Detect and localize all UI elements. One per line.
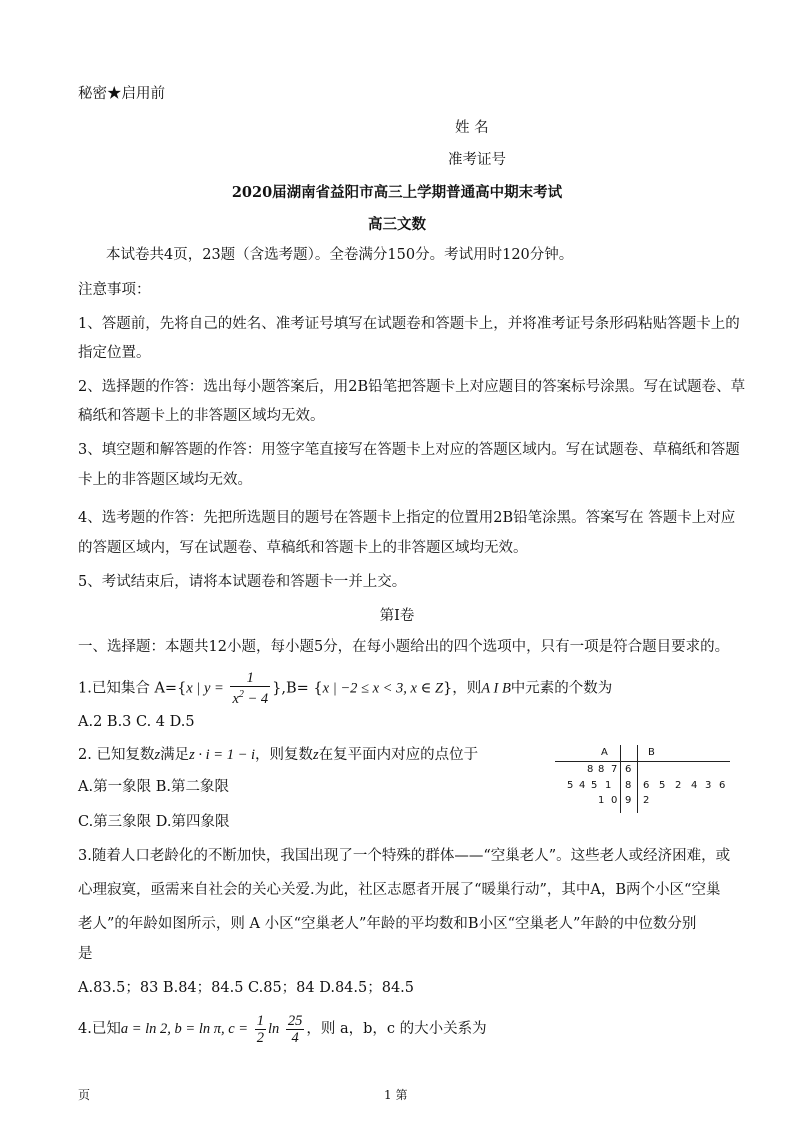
leaf-a: 0 — [611, 795, 618, 806]
q1-fraction-den-exp: 2 — [238, 689, 244, 700]
q2-var: z — [313, 747, 319, 763]
q1-fraction — [230, 670, 270, 707]
q2-options-1: A.第一象限 B.第二象限 — [78, 779, 229, 795]
q1-fraction-den-rest: − 4 — [243, 690, 269, 707]
stem-value: 8 — [625, 780, 632, 791]
stem-value: 9 — [625, 795, 632, 806]
q1-options: A.2 B.3 C. 4 D.5 — [78, 714, 195, 730]
q2-text: 在复平面内对应的点位于 — [318, 747, 479, 763]
leaf-b: 5 — [659, 780, 666, 791]
q4-expression: a = ln 2, b = ln π, c = — [120, 1021, 249, 1037]
q1-fraction-num: 1 — [230, 670, 270, 687]
q1-text: }，则 — [443, 680, 482, 697]
stem-value: 6 — [625, 764, 632, 775]
subject-title: 高三文数 — [368, 216, 426, 233]
q3-line: 是 — [78, 946, 93, 962]
note-line: 5、考试结束后，请将本试题卷和答题卡一并上交。 — [78, 574, 407, 590]
leaf-b: 4 — [691, 780, 698, 791]
q4-text: ，则 a，b，c 的大小关系为 — [306, 1021, 487, 1037]
q4-ln: ln — [267, 1021, 280, 1037]
leaf-b: 6 — [643, 780, 650, 791]
q2-text: 2. 已知复数 — [78, 747, 155, 763]
note-line: 2、选择题的作答：选出每小题答案后，用2B铅笔把答题卡上对应题目的答案标号涂黑。写在试题卷、草 — [78, 379, 746, 395]
leaf-a: 8 — [587, 764, 594, 775]
q1-text: 中元素的个数为 — [510, 680, 613, 697]
leaf-a: 7 — [611, 764, 618, 775]
q1-set-a: x | y = — [186, 680, 224, 697]
stem-leaf-divider-left — [620, 745, 621, 813]
q2-text: ，则复数 — [255, 747, 314, 763]
q2-options-2: C.第三象限 D.第四象限 — [78, 814, 230, 830]
q2-equation: z · i = 1 − i — [189, 747, 256, 763]
leaf-b: 6 — [719, 780, 726, 791]
leaf-a: 5 — [567, 780, 574, 791]
name-label: 姓 名 — [455, 120, 489, 136]
stem-leaf-divider-right — [637, 745, 638, 813]
footer-left: 页 — [78, 1088, 91, 1102]
leaf-a: 8 — [598, 764, 605, 775]
notice-title: 注意事项： — [78, 282, 151, 298]
note-line: 4、选考题的作答：先把所选题目的题号在答题卡上指定的位置用2B铅笔涂黑。答案写在 答题卡上对应 — [78, 510, 736, 526]
q2-text: 满足 — [160, 747, 190, 763]
question-1 — [78, 670, 612, 707]
stem-leaf-head-b: B — [648, 747, 655, 758]
note-line: 卡上的非答题区域均无效。 — [78, 472, 252, 488]
q1-fraction-den-x: x — [232, 690, 239, 707]
stem-leaf-header-line — [555, 761, 730, 762]
q1-set-b: x | −2 ≤ x < 3, x ∈ Z — [322, 680, 444, 697]
secret-label: 秘密★启用前 — [78, 86, 165, 102]
stem-leaf-head-a: A — [601, 747, 608, 758]
q4-text: 4.已知 — [78, 1021, 121, 1037]
note-line: 指定位置。 — [78, 345, 151, 361]
q1-text: 1.已知集合 A={ — [78, 680, 187, 697]
note-line: 稿纸和答题卡上的非答题区域均无效。 — [78, 408, 325, 424]
q3-line: 心理寂寞，亟需来自社会的关心关爱.为此，社区志愿者开展了“暖巢行动”，其中A，B两个小区“空巢 — [78, 882, 721, 898]
leaf-b: 2 — [675, 780, 682, 791]
note-line: 1、答题前，先将自己的姓名、准考证号填写在试题卷和答题卡上，并将准考证号条形码粘贴答题卡上的 — [78, 316, 740, 332]
footer-page: 1 第 — [384, 1088, 408, 1102]
leaf-a: 5 — [591, 780, 598, 791]
leaf-b: 3 — [705, 780, 712, 791]
leaf-a: 1 — [605, 780, 612, 791]
q1-intersection: A I B — [481, 680, 511, 697]
q2-var: z — [154, 747, 161, 763]
q4-fraction-num: 25 — [287, 1012, 303, 1029]
q3-options: A.83.5；83 B.84；84.5 C.85；84 D.84.5；84.5 — [78, 980, 415, 996]
q3-line: 老人”的年龄如图所示，则 A 小区“空巢老人”年龄的平均数和B小区“空巢老人”年龄的中位数分别 — [78, 916, 697, 932]
q4-fraction — [286, 1013, 305, 1046]
q4-half-den: 2 — [256, 1029, 264, 1046]
q4-half-num: 1 — [256, 1012, 264, 1029]
section-heading: 一、选择题：本题共12小题，每小题5分，在每小题给出的四个选项中，只有一项是符合题目要求的。 — [78, 639, 730, 655]
question-2 — [78, 745, 478, 765]
leaf-b: 2 — [643, 795, 650, 806]
intro-text: 本试卷共4页，23题（含选考题）。全卷满分150分。考试用时120分钟。 — [106, 247, 574, 263]
note-line: 3、填空题和解答题的作答：用签字笔直接写在答题卡上对应的答题区域内。写在试题卷、草稿纸和答题 — [78, 442, 740, 458]
volume-title: 第Ⅰ卷 — [379, 608, 415, 624]
q3-line: 3.随着人口老龄化的不断加快，我国出现了一个特殊的群体——“空巢老人”。这些老人或经济困难，或 — [78, 848, 731, 864]
note-line: 的答题区域内，写在试题卷、草稿纸和答题卡上的非答题区域均无效。 — [78, 540, 528, 556]
leaf-a: 1 — [598, 795, 605, 806]
exam-id-label: 准考证号 — [448, 152, 506, 168]
q1-text: },B= { — [272, 680, 323, 697]
exam-title: 2020届湖南省益阳市高三上学期普通高中期末考试 — [231, 184, 563, 201]
q4-fraction-den: 4 — [291, 1029, 299, 1046]
q4-half-fraction — [255, 1013, 266, 1046]
leaf-a: 4 — [579, 780, 586, 791]
question-4 — [78, 1012, 487, 1046]
stem-leaf-plot — [555, 745, 730, 813]
